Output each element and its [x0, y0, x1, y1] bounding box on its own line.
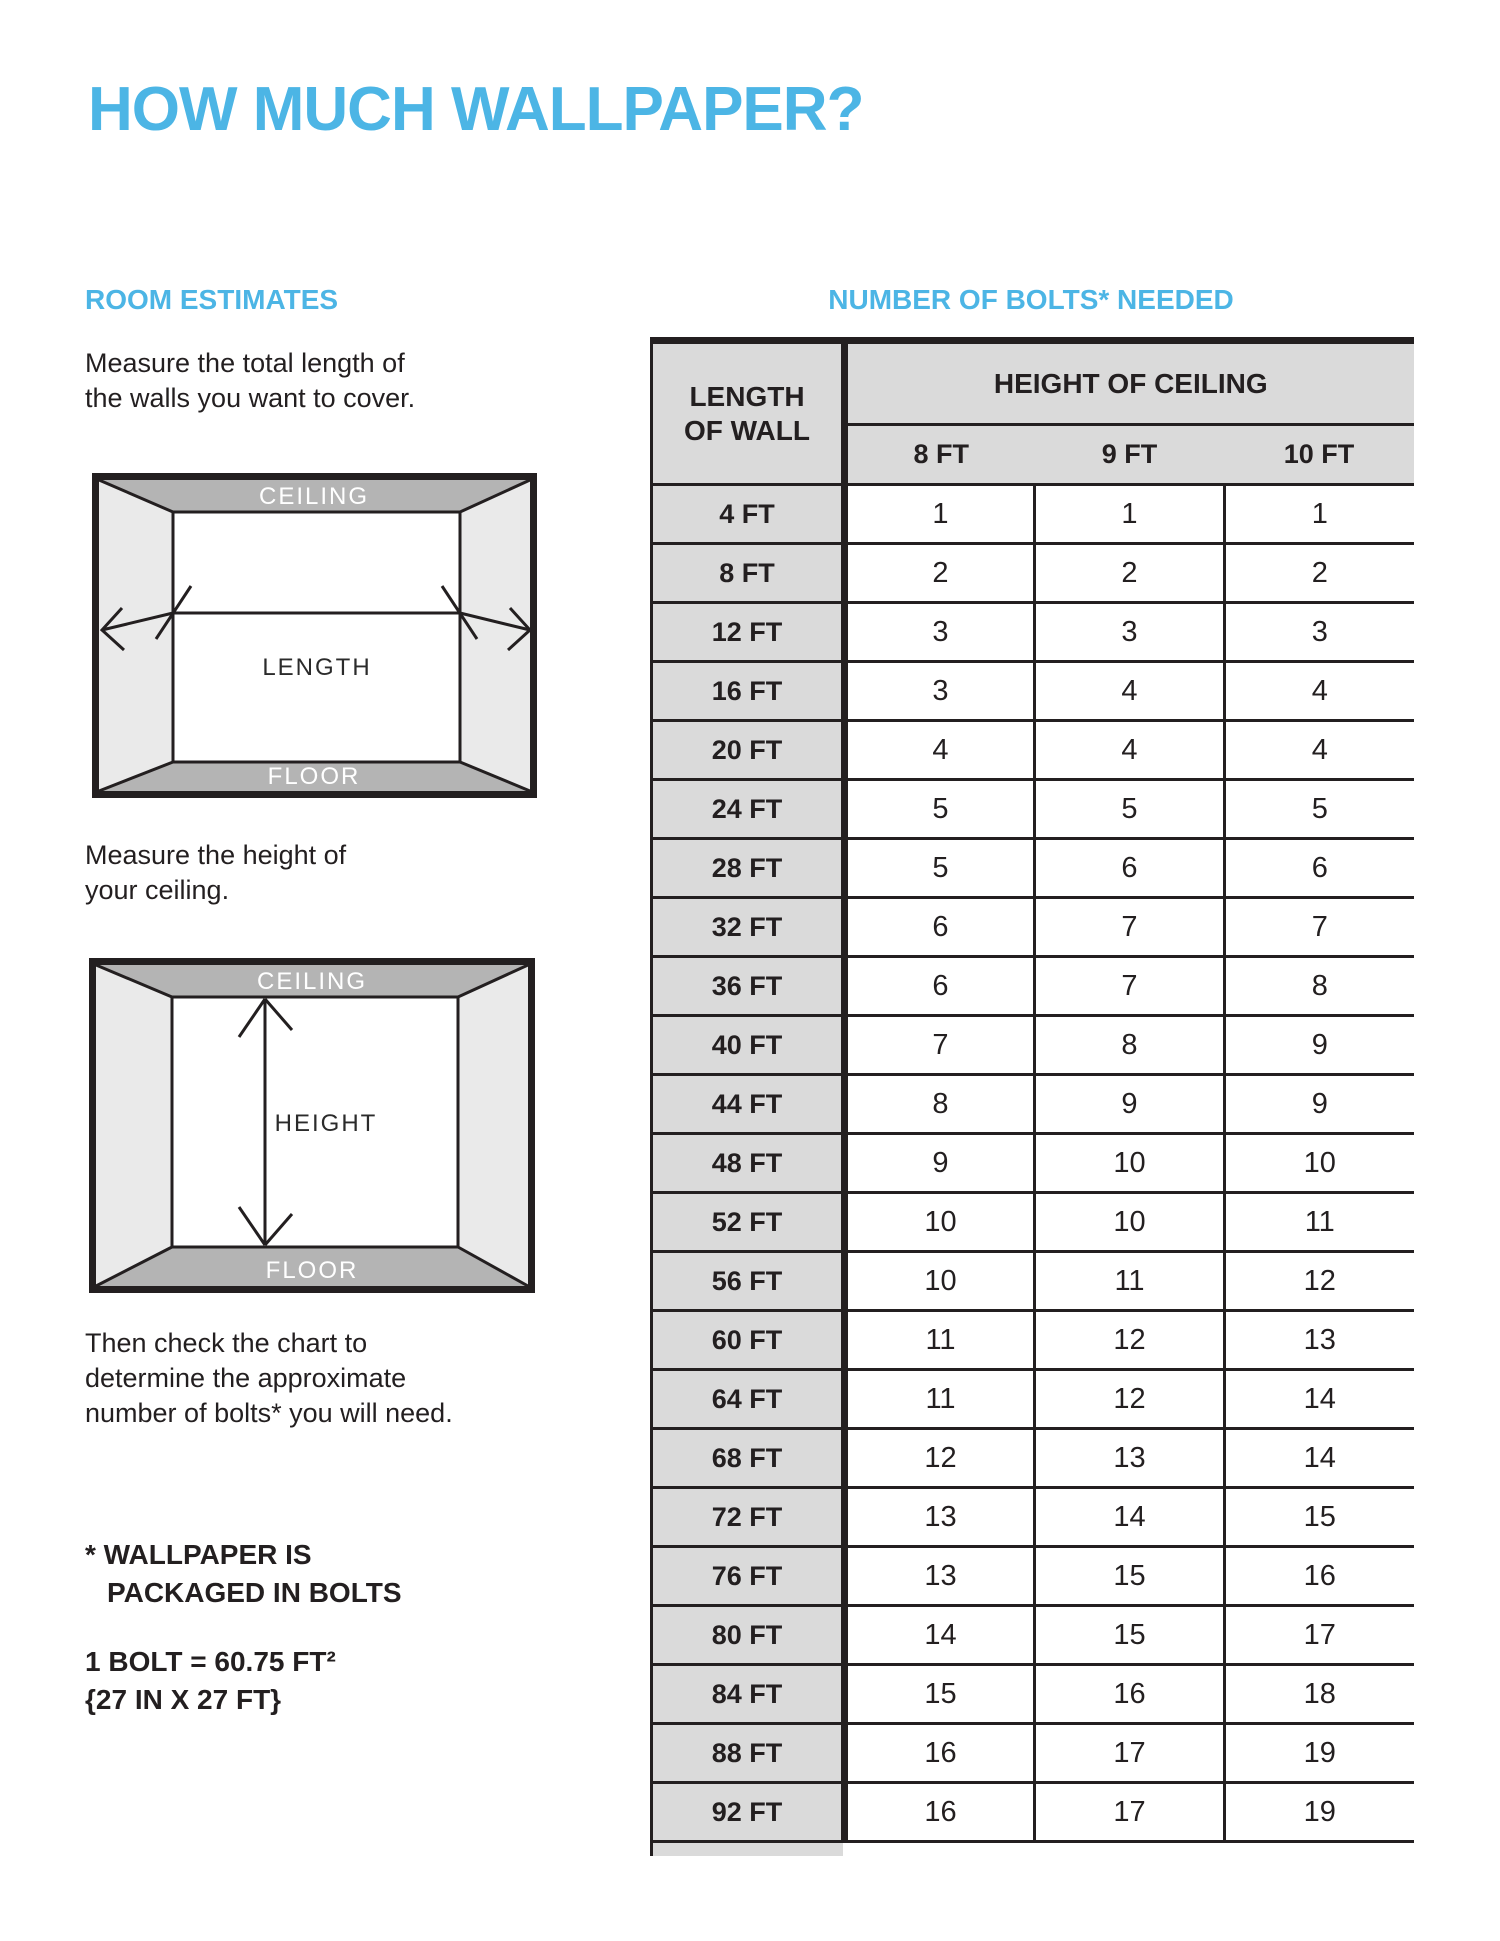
bolt-definition: [85, 1643, 336, 1719]
table-row: [652, 1193, 1414, 1252]
length-label: LENGTH: [262, 654, 372, 681]
bolts-value: 7: [1035, 957, 1225, 1016]
table-row: [652, 603, 1414, 662]
table-row: [652, 957, 1414, 1016]
bolts-value: 13: [845, 1547, 1035, 1606]
height-label: HEIGHT: [274, 1110, 378, 1137]
bolts-value: 17: [1035, 1783, 1225, 1842]
paragraph-line: number of bolts* you will need.: [85, 1398, 453, 1428]
bolts-value: 15: [1225, 1488, 1414, 1547]
bolts-value: 6: [1035, 839, 1225, 898]
room-height-diagram: [89, 958, 535, 1293]
bolts-value: 12: [1035, 1311, 1225, 1370]
bolts-value: 4: [1225, 662, 1414, 721]
row-label: 84 FT: [652, 1665, 845, 1724]
bolts-value: 17: [1035, 1724, 1225, 1783]
bolts-value: 11: [1225, 1193, 1414, 1252]
bolts-value: 16: [845, 1724, 1035, 1783]
bolts-value: 9: [1225, 1016, 1414, 1075]
bolts-value: 19: [1225, 1783, 1414, 1842]
bolts-value: 13: [1035, 1429, 1225, 1488]
bolts-value: 14: [1225, 1429, 1414, 1488]
page-title: HOW MUCH WALLPAPER?: [88, 75, 864, 144]
bolts-value: 10: [1035, 1134, 1225, 1193]
bolts-value: 12: [1225, 1252, 1414, 1311]
bolts-value: 5: [1035, 780, 1225, 839]
bolts-value: 11: [845, 1370, 1035, 1429]
back-wall-surface: [173, 512, 460, 762]
row-label: 4 FT: [652, 485, 845, 544]
bolts-value: 7: [1035, 898, 1225, 957]
row-label: 20 FT: [652, 721, 845, 780]
bolts-value: 2: [1225, 544, 1414, 603]
bolts-value: 17: [1225, 1606, 1414, 1665]
bolts-value: 15: [845, 1665, 1035, 1724]
table-row: [652, 1547, 1414, 1606]
row-label: 88 FT: [652, 1724, 845, 1783]
bolts-value: 15: [1035, 1606, 1225, 1665]
height-of-ceiling-header: HEIGHT OF CEILING: [845, 341, 1414, 425]
bolts-value: 14: [845, 1606, 1035, 1665]
bolts-value: 12: [1035, 1370, 1225, 1429]
bolts-value: 18: [1225, 1665, 1414, 1724]
bolts-value: 14: [1035, 1488, 1225, 1547]
bolts-value: 6: [845, 898, 1035, 957]
col-header-10ft: 10 FT: [1225, 425, 1414, 485]
bolts-value: 1: [1225, 485, 1414, 544]
table-row: [652, 1488, 1414, 1547]
row-label: 32 FT: [652, 898, 845, 957]
bolts-value: 3: [845, 603, 1035, 662]
bolts-value: 2: [845, 544, 1035, 603]
bolt-definition-line: {27 IN X 27 FT}: [85, 1684, 282, 1715]
row-label: 52 FT: [652, 1193, 845, 1252]
bolts-value: 6: [1225, 839, 1414, 898]
room-estimates-heading: ROOM ESTIMATES: [85, 284, 339, 315]
measure-length-paragraph: [85, 346, 415, 416]
row-label: 36 FT: [652, 957, 845, 1016]
bolts-value: 16: [845, 1783, 1035, 1842]
ceiling-label: CEILING: [256, 968, 368, 995]
table-row: [652, 898, 1414, 957]
header-line: OF WALL: [684, 414, 810, 446]
right-wall-surface: [458, 965, 528, 1286]
floor-label: FLOOR: [265, 1257, 359, 1284]
bolts-value: 1: [845, 485, 1035, 544]
bolts-needed-heading: NUMBER OF BOLTS* NEEDED: [828, 284, 1234, 315]
bolts-table: [650, 337, 1414, 1843]
header-line: LENGTH: [689, 380, 805, 412]
paragraph-line: the walls you want to cover.: [85, 383, 416, 413]
row-label: 72 FT: [652, 1488, 845, 1547]
row-label: 16 FT: [652, 662, 845, 721]
row-label: 56 FT: [652, 1252, 845, 1311]
paragraph-line: your ceiling.: [85, 875, 230, 905]
bolts-table-body: [652, 485, 1414, 1842]
paragraph-line: determine the approximate: [85, 1363, 407, 1393]
bolts-value: 9: [1225, 1075, 1414, 1134]
bolts-value: 14: [1225, 1370, 1414, 1429]
bolts-value: 3: [1035, 603, 1225, 662]
table-row: [652, 544, 1414, 603]
footnote-line: * WALLPAPER IS: [85, 1539, 312, 1570]
bolts-value: 15: [1035, 1547, 1225, 1606]
bolts-value: 10: [845, 1193, 1035, 1252]
table-row: [652, 780, 1414, 839]
bolts-value: 2: [1035, 544, 1225, 603]
row-label: 12 FT: [652, 603, 845, 662]
table-row: [652, 1665, 1414, 1724]
table-row: [652, 662, 1414, 721]
table-row: [652, 1311, 1414, 1370]
bolts-value: 8: [1225, 957, 1414, 1016]
row-label: 60 FT: [652, 1311, 845, 1370]
room-length-diagram: [92, 473, 537, 798]
bolts-value: 9: [845, 1134, 1035, 1193]
bolts-value: 16: [1225, 1547, 1414, 1606]
check-chart-paragraph: [85, 1326, 453, 1431]
row-label: 92 FT: [652, 1783, 845, 1842]
row-label: 64 FT: [652, 1370, 845, 1429]
row-label: 28 FT: [652, 839, 845, 898]
table-row: [652, 721, 1414, 780]
bolts-value: 13: [1225, 1311, 1414, 1370]
row-label: 24 FT: [652, 780, 845, 839]
bolts-value: 10: [1035, 1193, 1225, 1252]
row-label: 80 FT: [652, 1606, 845, 1665]
bolts-value: 7: [1225, 898, 1414, 957]
paragraph-line: Then check the chart to: [85, 1328, 368, 1358]
col-header-8ft: 8 FT: [845, 425, 1035, 485]
wallpaper-bolts-footnote: [85, 1536, 402, 1612]
bolts-value: 1: [1035, 485, 1225, 544]
bolts-value: 4: [1035, 721, 1225, 780]
bolts-value: 11: [845, 1311, 1035, 1370]
table-row: [652, 1783, 1414, 1842]
table-row: [652, 1370, 1414, 1429]
table-row: [652, 1134, 1414, 1193]
row-label: 76 FT: [652, 1547, 845, 1606]
bolt-definition-line: 1 BOLT = 60.75 FT²: [85, 1646, 336, 1677]
table-row: [652, 1252, 1414, 1311]
bolts-value: 3: [1225, 603, 1414, 662]
paragraph-line: Measure the total length of: [85, 348, 405, 378]
table-row: [652, 839, 1414, 898]
row-label: 8 FT: [652, 544, 845, 603]
bolts-value: 13: [845, 1488, 1035, 1547]
bolts-value: 8: [1035, 1016, 1225, 1075]
col-header-9ft: 9 FT: [1035, 425, 1225, 485]
bolts-value: 6: [845, 957, 1035, 1016]
label-column-stub: [650, 1843, 843, 1856]
bolts-value: 4: [845, 721, 1035, 780]
bolts-value: 16: [1035, 1665, 1225, 1724]
floor-label: FLOOR: [267, 763, 361, 790]
row-label: 40 FT: [652, 1016, 845, 1075]
bolts-value: 10: [845, 1252, 1035, 1311]
bolts-value: 9: [1035, 1075, 1225, 1134]
bolts-value: 4: [1035, 662, 1225, 721]
table-row: [652, 485, 1414, 544]
bolts-value: 10: [1225, 1134, 1414, 1193]
bolts-value: 5: [1225, 780, 1414, 839]
bolts-value: 12: [845, 1429, 1035, 1488]
table-row: [652, 1724, 1414, 1783]
measure-height-paragraph: [85, 838, 346, 908]
bolts-value: 5: [845, 839, 1035, 898]
row-label: 68 FT: [652, 1429, 845, 1488]
table-row: [652, 1075, 1414, 1134]
footnote-line: PACKAGED IN BOLTS: [107, 1577, 402, 1608]
table-row: [652, 1606, 1414, 1665]
bolts-value: 5: [845, 780, 1035, 839]
bolts-value: 7: [845, 1016, 1035, 1075]
length-of-wall-header: [652, 341, 845, 485]
left-wall-surface: [96, 965, 172, 1286]
row-label: 48 FT: [652, 1134, 845, 1193]
bolts-value: 8: [845, 1075, 1035, 1134]
bolts-value: 4: [1225, 721, 1414, 780]
table-row: [652, 1429, 1414, 1488]
row-label: 44 FT: [652, 1075, 845, 1134]
bolts-value: 3: [845, 662, 1035, 721]
right-wall-surface: [460, 480, 530, 791]
table-group-header-row: [652, 341, 1414, 425]
table-row: [652, 1016, 1414, 1075]
bolts-value: 19: [1225, 1724, 1414, 1783]
bolts-table-container: [650, 337, 1414, 1843]
bolts-value: 11: [1035, 1252, 1225, 1311]
ceiling-label: CEILING: [258, 483, 370, 510]
paragraph-line: Measure the height of: [85, 840, 347, 870]
